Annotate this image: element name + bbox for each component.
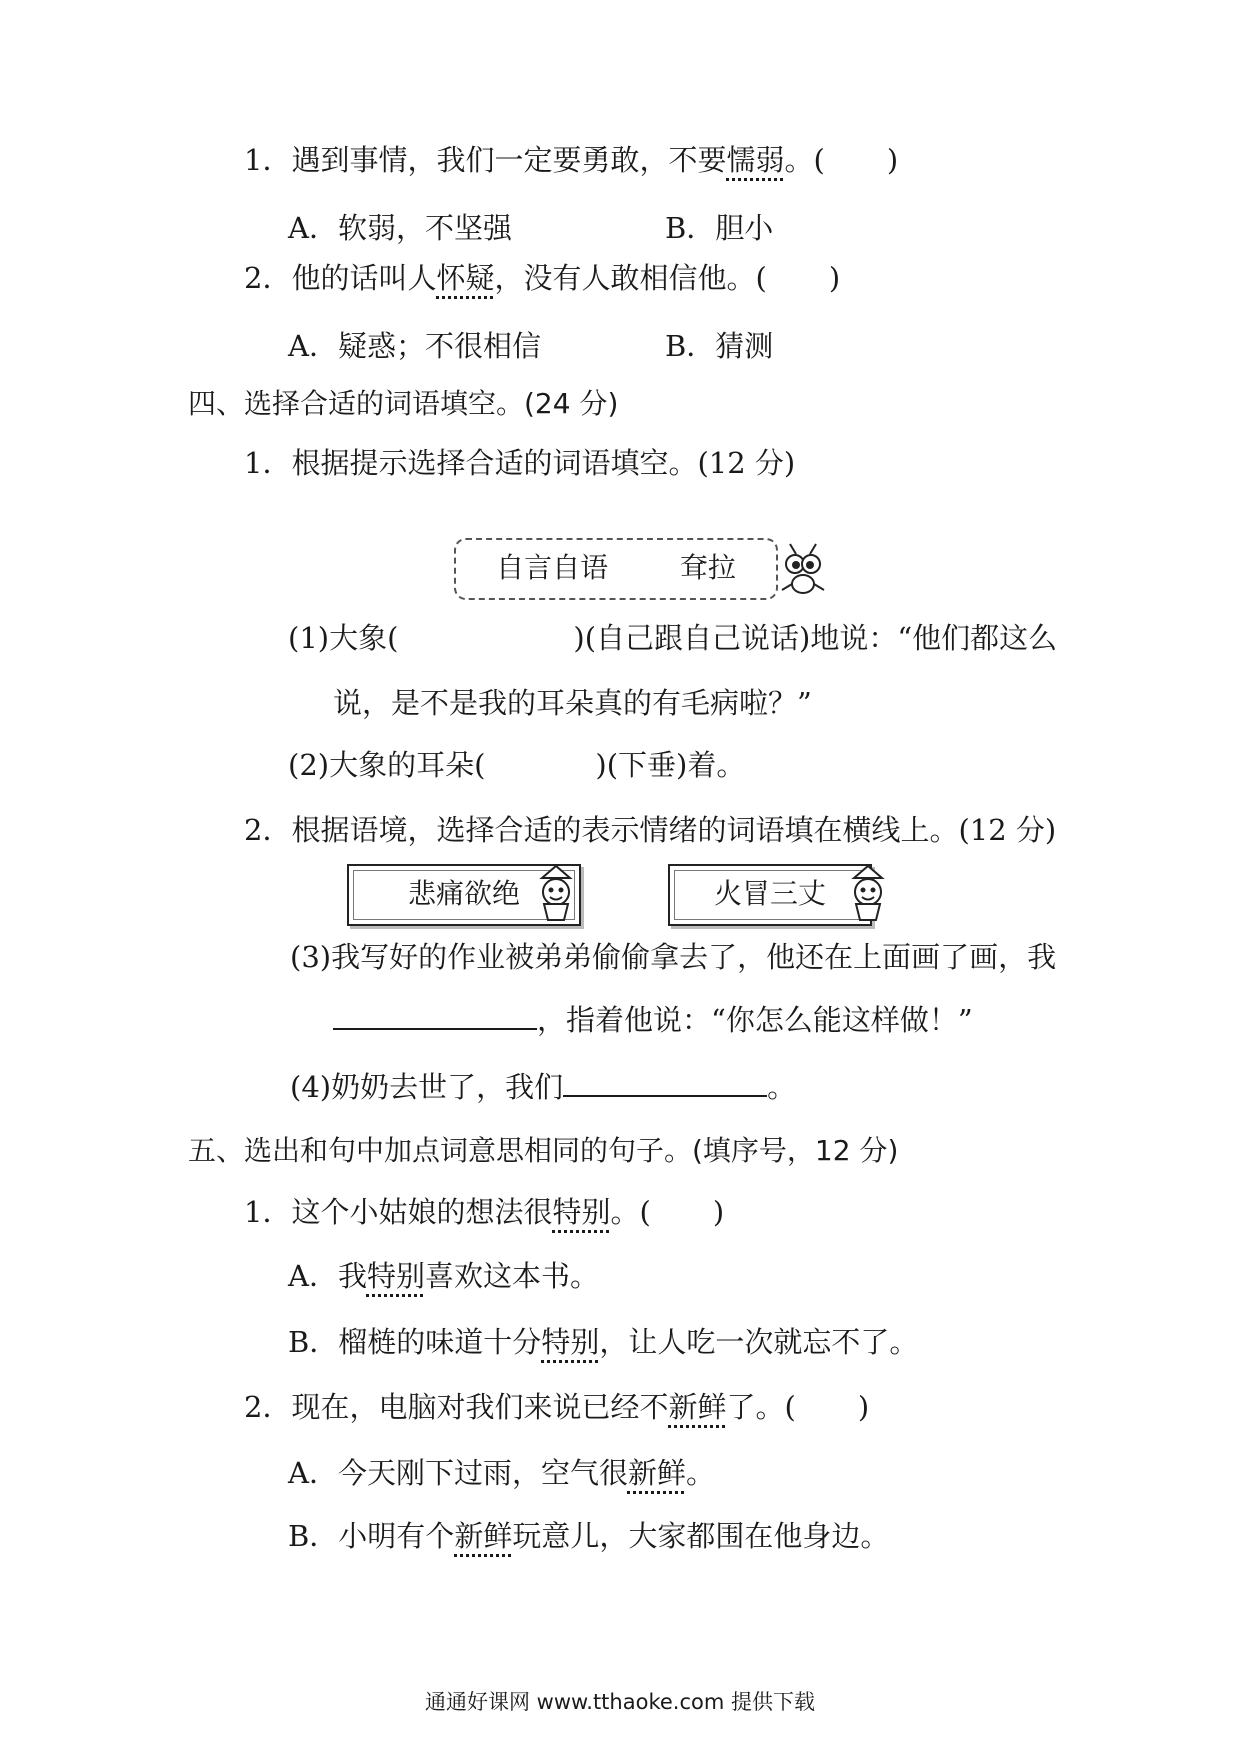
word-bank-word: 耷拉 bbox=[679, 551, 736, 584]
q5-1-option-b[interactable]: B．榴梿的味道十分特别，让人吃一次就忘不了。 bbox=[288, 1325, 919, 1359]
dotted-word: 特别 bbox=[552, 1195, 611, 1229]
item-1-continued: 说，是不是我的耳朵真的有毛病啦？” bbox=[333, 686, 812, 720]
answer-blank[interactable] bbox=[333, 1004, 537, 1030]
item-1: (1)大象( )(自己跟自己说话)地说：“他们都这么 bbox=[288, 621, 1058, 655]
dotted-word: 新鲜 bbox=[454, 1519, 513, 1553]
dotted-word: 懦弱 bbox=[726, 143, 785, 177]
dotted-word: 新鲜 bbox=[668, 1390, 727, 1424]
section-5-title: 五、选出和句中加点词意思相同的句子。(填序号，12 分) bbox=[188, 1134, 899, 1167]
word-box-2: 火冒三丈 bbox=[668, 864, 872, 926]
item-3-continued: ，指着他说：“你怎么能这样做！” bbox=[333, 1000, 973, 1040]
q3-1-option-a[interactable]: A．软弱，不坚强 bbox=[288, 211, 512, 245]
q5-1-stem: 1．这个小姑娘的想法很特别。( ) bbox=[244, 1195, 725, 1229]
q3-2-option-a[interactable]: A．疑惑；不很相信 bbox=[288, 329, 541, 363]
q3-1-stem: 1．遇到事情，我们一定要勇敢，不要懦弱。( ) bbox=[244, 143, 899, 177]
q5-2-option-a[interactable]: A．今天刚下过雨，空气很新鲜。 bbox=[288, 1456, 715, 1490]
dotted-word: 新鲜 bbox=[627, 1456, 686, 1490]
item-2: (2)大象的耳朵( )(下垂)着。 bbox=[288, 748, 746, 782]
pencil-mascot-icon bbox=[844, 864, 892, 922]
q5-2-stem: 2．现在，电脑对我们来说已经不新鲜了。( ) bbox=[244, 1390, 870, 1424]
item-4: (4)奶奶去世了，我们 。 bbox=[290, 1070, 797, 1104]
q5-2-option-b[interactable]: B．小明有个新鲜玩意儿，大家都围在他身边。 bbox=[288, 1519, 890, 1553]
q3-2-stem: 2．他的话叫人怀疑，没有人敢相信他。( ) bbox=[244, 261, 841, 295]
q3-1-option-b[interactable]: B．胆小 bbox=[665, 211, 774, 245]
q3-2-option-b[interactable]: B．猜测 bbox=[665, 329, 774, 363]
word-bank-1 bbox=[454, 538, 778, 600]
pencil-mascot-icon bbox=[532, 864, 580, 922]
q5-1-option-a[interactable]: A．我特别喜欢这本书。 bbox=[288, 1259, 599, 1293]
section-4-title: 四、选择合适的词语填空。(24 分) bbox=[188, 387, 619, 420]
dotted-word: 特别 bbox=[366, 1259, 425, 1293]
word-bank-word: 自言自语 bbox=[496, 551, 609, 584]
answer-blank[interactable] bbox=[563, 1071, 767, 1097]
page-footer: 通通好课网 www.tthaoke.com 提供下载 bbox=[425, 1690, 815, 1714]
bug-mascot-icon bbox=[778, 542, 830, 598]
word-box-1: 悲痛欲绝 bbox=[347, 864, 581, 926]
dotted-word: 特别 bbox=[541, 1325, 600, 1359]
item-3: (3)我写好的作业被弟弟偷偷拿去了，他还在上面画了画，我 bbox=[290, 940, 1057, 974]
dotted-word: 怀疑 bbox=[436, 261, 495, 295]
section-4-sub2-title: 2．根据语境，选择合适的表示情绪的词语填在横线上。(12 分) bbox=[244, 813, 1057, 847]
section-4-sub1-title: 1．根据提示选择合适的词语填空。(12 分) bbox=[244, 446, 796, 480]
